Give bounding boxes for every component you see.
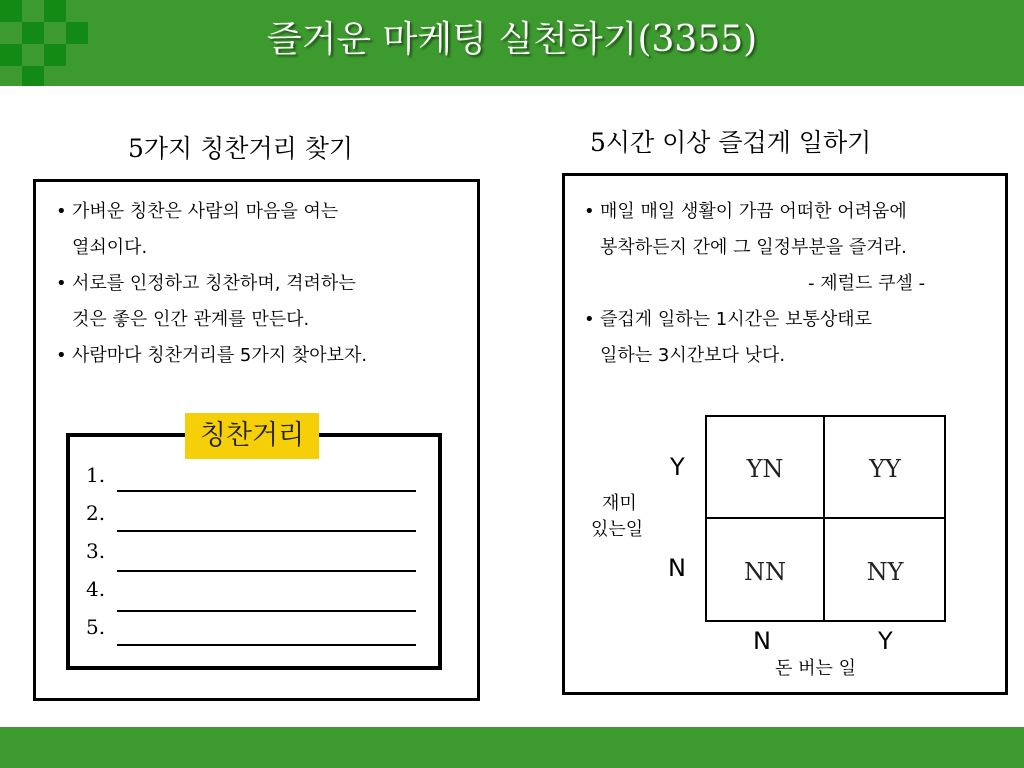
matrix-cell-yn: YN	[746, 455, 784, 483]
right-heading: 5시간 이상 즐겁게 일하기	[590, 128, 872, 157]
quote-attribution: - 제럴드 쿠셀 -	[808, 273, 926, 294]
slide-title: 즐거운 마케팅 실천하기(3355)	[266, 19, 758, 60]
blank-line	[117, 570, 416, 572]
right-bullet-list	[584, 194, 925, 374]
list-number: 3.	[86, 539, 106, 563]
left-bullet-list	[56, 194, 367, 374]
list-number: 4.	[86, 577, 106, 601]
list-number: 2.	[86, 501, 106, 525]
y-tick-bottom: N	[668, 554, 686, 582]
x-axis-label: 돈 버는 일	[775, 658, 856, 679]
bullet-item: • 가벼운 칭찬은 사람의 마음을 여는	[56, 194, 367, 230]
bullet-item: • 즐겁게 일하는 1시간은 보통상태로	[584, 302, 925, 338]
y-tick-top: Y	[670, 453, 685, 481]
footer-bar	[0, 727, 1024, 768]
bullet-continuation: 봉착하든지 간에 그 일정부분을 즐겨라.	[600, 237, 907, 258]
y-axis-label-line2: 있는일	[591, 519, 644, 540]
bullet-item: • 매일 매일 생활이 가끔 어떠한 어려움에	[584, 194, 925, 230]
blank-line	[117, 530, 416, 532]
blank-line	[117, 490, 416, 492]
y-axis-label-line1: 재미	[602, 493, 637, 514]
blank-line	[117, 644, 416, 646]
decor-square	[22, 66, 44, 86]
bullet-item: • 사람마다 칭찬거리를 5가지 찾아보자.	[56, 338, 367, 374]
blank-line	[117, 610, 416, 612]
x-tick-right: Y	[878, 627, 893, 655]
list-number: 1.	[86, 463, 106, 487]
bullet-continuation: 열쇠이다.	[72, 237, 148, 258]
bullet-continuation: 일하는 3시간보다 낫다.	[600, 345, 786, 366]
list-number: 5.	[86, 615, 106, 639]
praise-list-tag: 칭찬거리	[185, 413, 319, 459]
matrix-cell-nn: NN	[744, 558, 786, 586]
x-tick-left: N	[753, 627, 771, 655]
praise-list-box	[66, 433, 442, 670]
matrix-cell-yy: YY	[869, 455, 901, 483]
matrix-divider-horizontal	[705, 517, 946, 519]
bullet-continuation: 것은 좋은 인간 관계를 만든다.	[72, 309, 310, 330]
left-heading: 5가지 칭찬거리 찾기	[128, 134, 353, 163]
bullet-item: • 서로를 인정하고 칭찬하며, 격려하는	[56, 266, 367, 302]
matrix-cell-ny: NY	[866, 558, 904, 586]
